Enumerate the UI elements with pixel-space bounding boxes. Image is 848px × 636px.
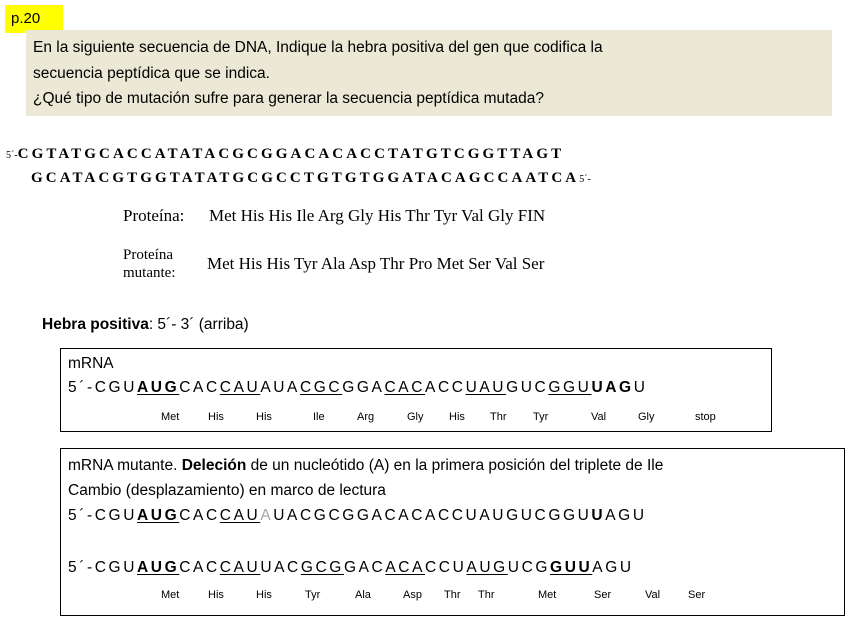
amino-acid-label: Thr [444,589,461,601]
mutant-mrna-box [60,448,845,616]
mutant-prefix-2: 5´- [68,559,95,576]
amino-acid-label: Thr [490,411,507,423]
mrna-box [60,348,772,432]
mutant-protein-sequence: Met His His Tyr Ala Asp Thr Pro Met Ser Val Ser [207,254,545,273]
amino-acid-label: Ser [594,589,612,601]
page-number-tag: p.20 [5,5,63,33]
mutant-protein-label-line-1: Proteína [123,247,173,263]
amino-acid-label: Tyr [533,411,549,423]
protein-label: Proteína: [123,206,185,225]
amino-acid-label: Met [161,589,180,601]
mutant-sequence-marked: 5´-CGUAUGCACCAUAUACGCGGACACACCUAUGUCGGUUAGU [68,507,647,524]
amino-acid-label: His [208,411,224,423]
mutant-box-line-2: Cambio (desplazamiento) en marco de lectura [68,482,386,499]
amino-acid-label: His [208,589,224,601]
question-line-2: secuencia peptídica que se indica. [33,64,270,82]
mutant-title-bold: Deleción [181,457,247,474]
amino-acid-label: His [256,589,272,601]
amino-acid-label: Val [591,411,607,423]
positive-strand-heading [42,316,249,334]
positive-strand-label-bold: Hebra positiva [42,316,149,333]
protein-sequence: Met His His Ile Arg Gly His Thr Tyr Val Gly FIN [209,206,546,225]
mutant-protein-label-line-2: mutante: [123,265,176,281]
mutant-title-rest: de un nucleótido (A) en la primera posición del triplete de Ile [246,457,664,474]
amino-acid-label: Ile [313,411,325,423]
positive-strand-label-rest: : 5´- 3´ (arriba) [148,316,249,333]
mutant-protein-label [123,246,176,282]
amino-acid-label: Ala [355,589,371,601]
dna-bottom-end-label: 5´- [579,174,591,185]
dna-bottom-sequence: GCATACGTGGTATATGCGCCTGTGTGGATACAGCCAATCA [31,170,580,186]
amino-acid-label: Met [538,589,557,601]
mrna-prefix: 5´- [68,379,95,396]
dna-top-strand [6,146,564,163]
amino-acid-label: His [449,411,465,423]
mutant-title-start: mRNA mutante. [68,457,182,474]
dna-top-end-label: 5´- [6,150,18,161]
amino-acid-label: Val [645,589,661,601]
amino-acid-label: Gly [638,411,655,423]
mutant-amino-acid-row [61,589,841,603]
mutant-prefix-1: 5´- [68,507,95,524]
amino-acid-label: Asp [403,589,422,601]
amino-acid-label: Met [161,411,180,423]
amino-acid-label: Gly [407,411,424,423]
question-box [26,30,832,116]
mrna-box-title: mRNA [68,355,114,372]
question-line-1: En la siguiente secuencia de DNA, Indique la hebra positiva del gen que codifica la [33,39,603,56]
mrna-amino-acid-row [61,411,771,425]
mutant-box-title [68,457,663,475]
amino-acid-label: Thr [478,589,495,601]
mrna-sequence: 5´-CGUAUGCACCAUAUACGCGGACACACCUAUGUCGGUUAGU [68,379,648,396]
amino-acid-label: stop [695,411,716,423]
amino-acid-label: Tyr [305,589,321,601]
amino-acid-label: Ser [688,589,706,601]
amino-acid-label: Arg [357,411,375,423]
dna-bottom-strand [31,170,591,187]
question-line-3: ¿Qué tipo de mutación sufre para generar la secuencia peptídica mutada? [33,90,544,107]
dna-top-sequence: CGTATGCACCATATACGCGGACACACCTATGTCGGTTAGT [17,146,565,162]
amino-acid-label: His [256,411,272,423]
mutant-sequence-reframed: 5´-CGUAUGCACCAUUACGCGGACACACCUAUGUCGGUUAGU [68,559,634,576]
